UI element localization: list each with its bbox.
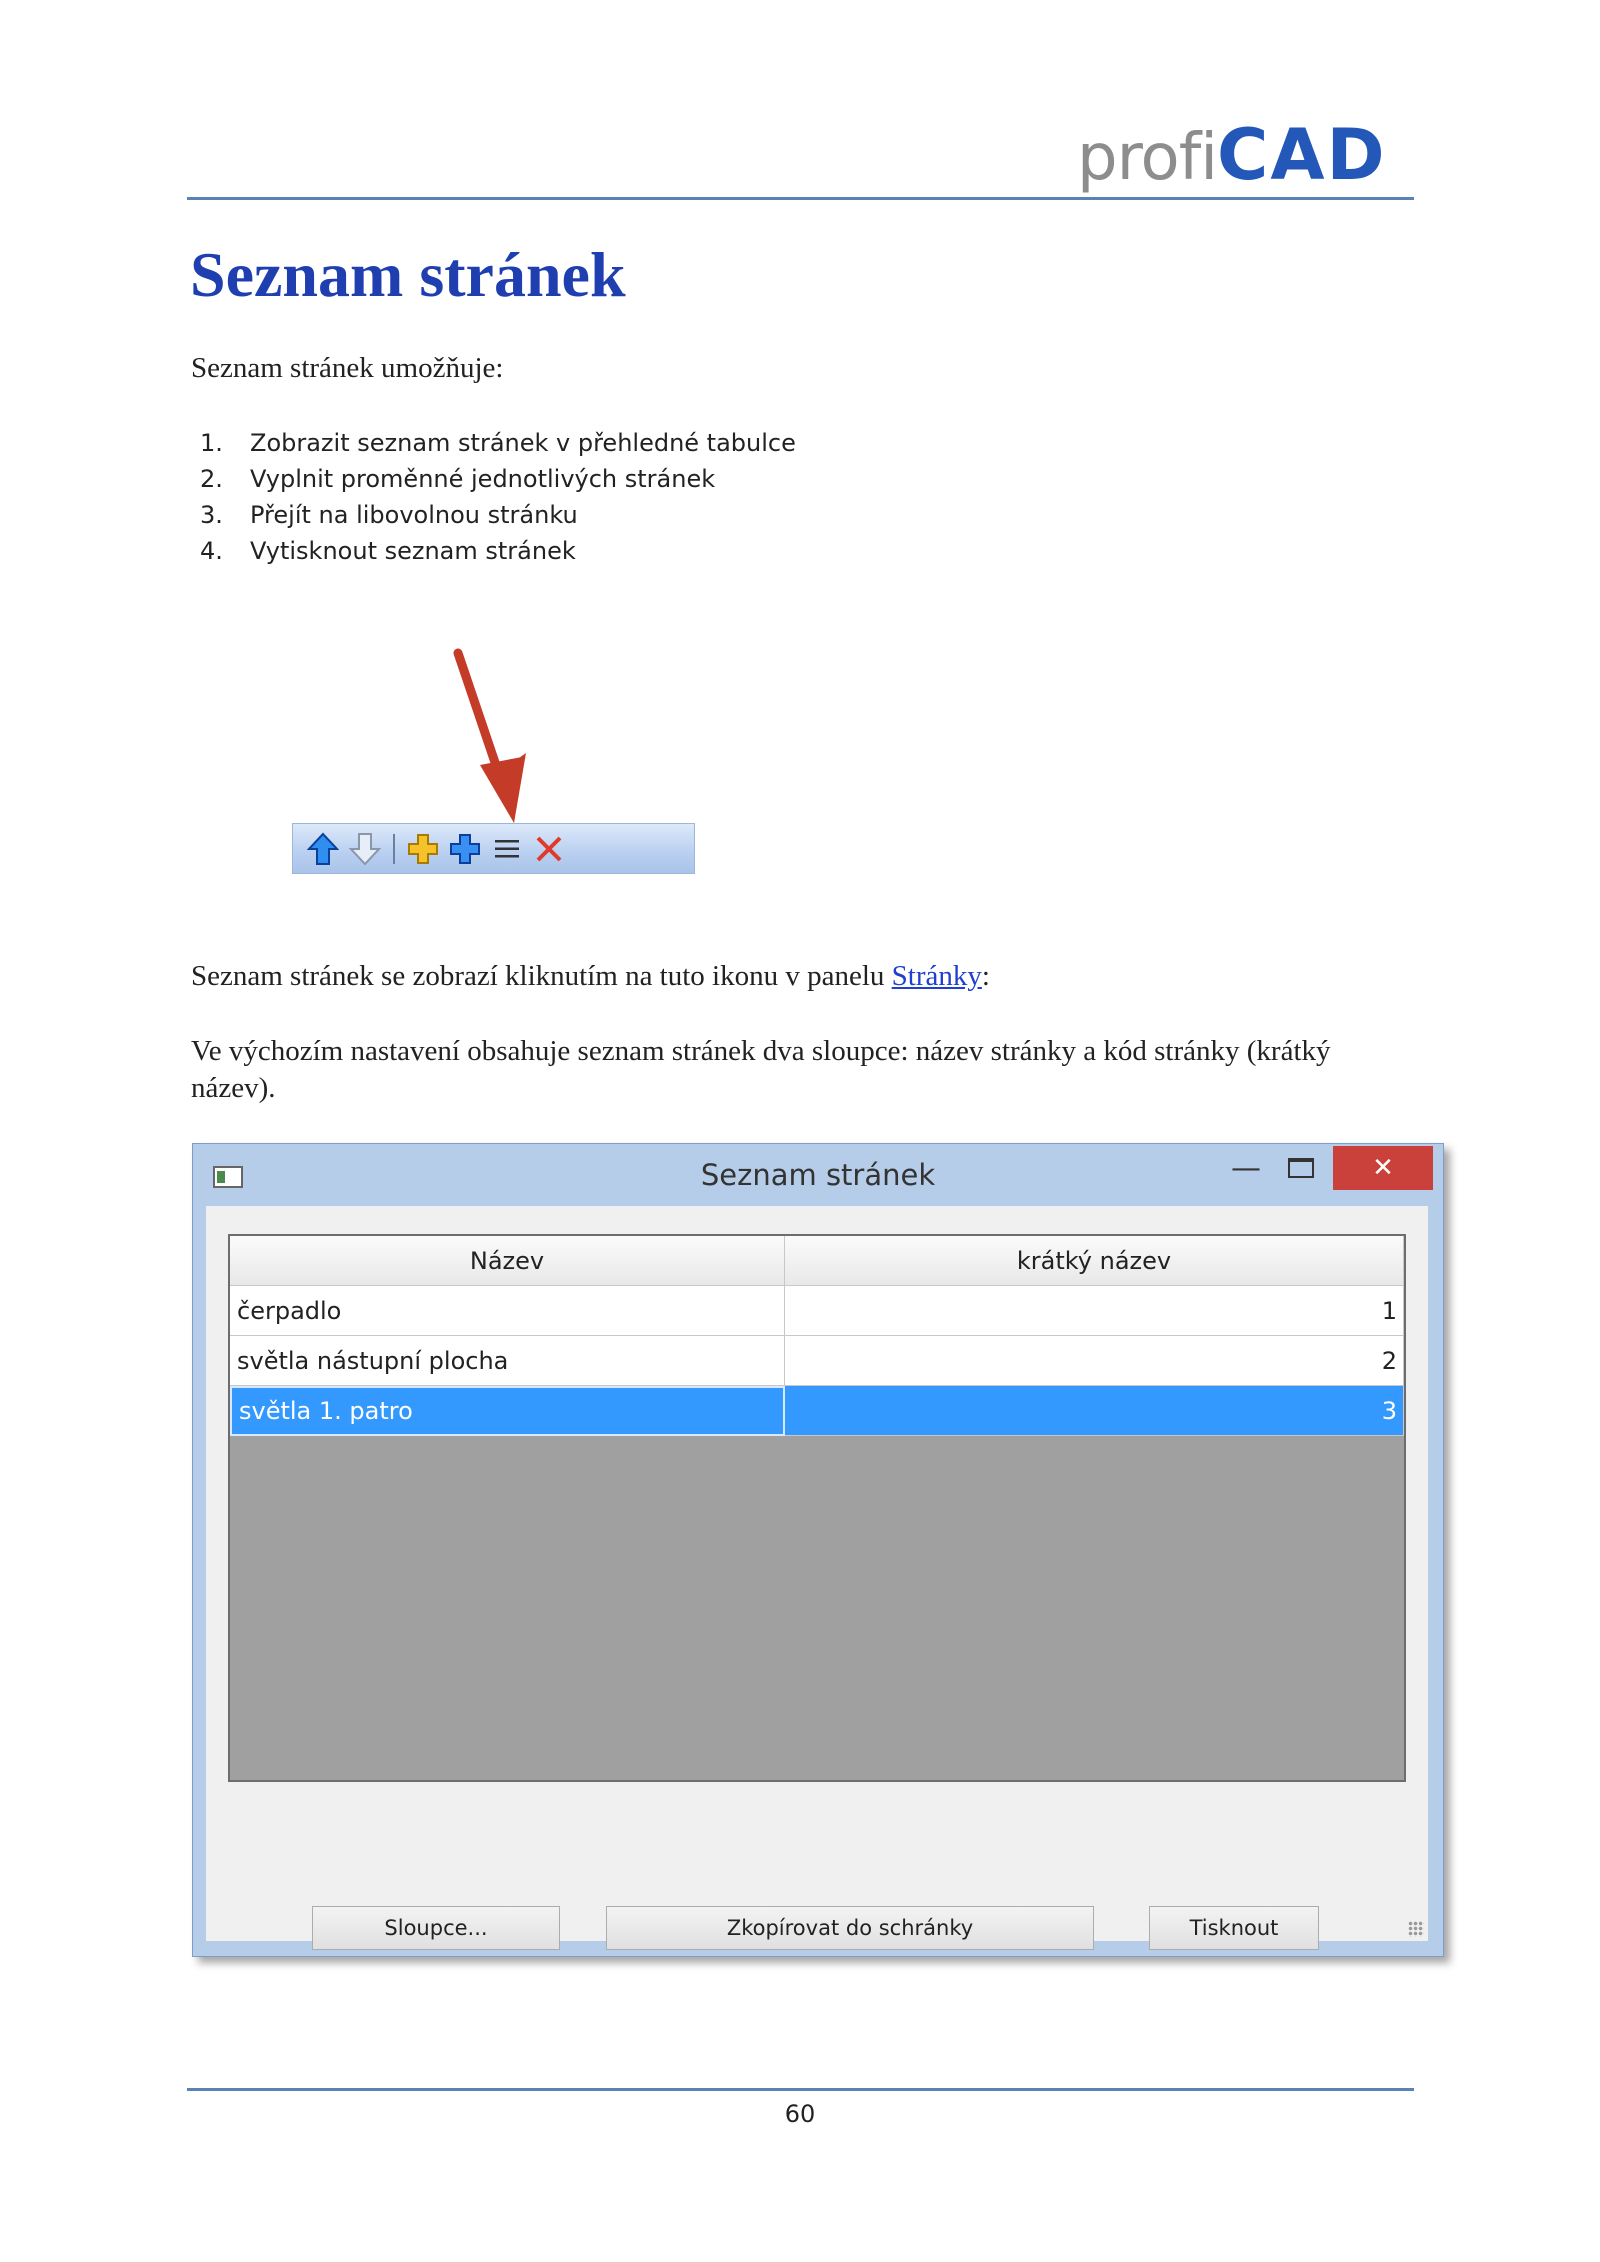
dialog-titlebar	[193, 1144, 1443, 1204]
pages-panel-link[interactable]: Stránky	[891, 960, 982, 992]
print-button[interactable]: Tisknout	[1149, 1906, 1319, 1950]
page-number: 60	[784, 2100, 816, 2128]
columns-button[interactable]: Sloupce...	[312, 1906, 560, 1950]
arrow-down-icon[interactable]	[347, 829, 383, 869]
list-text: Vyplnit proměnné jednotlivých stránek	[250, 465, 716, 493]
dialog-body	[206, 1206, 1428, 1941]
cell-short-name[interactable]: 2	[785, 1336, 1404, 1386]
proficad-logo	[1077, 110, 1387, 196]
logo-text-cad: CAD	[1217, 114, 1387, 196]
list-item	[200, 497, 796, 533]
minimize-button[interactable]: —	[1231, 1150, 1261, 1186]
list-number: 3.	[200, 501, 223, 529]
delete-icon[interactable]	[531, 829, 567, 869]
page-title: Seznam stránek	[190, 239, 626, 310]
header-rule	[187, 197, 1414, 200]
copy-to-clipboard-button[interactable]: Zkopírovat do schránky	[606, 1906, 1094, 1950]
column-header-name[interactable]: Název	[230, 1236, 785, 1286]
list-text: Přejít na libovolnou stránku	[250, 501, 578, 529]
pages-panel-toolbar	[292, 823, 695, 874]
list-item	[200, 533, 796, 569]
list-item	[200, 425, 796, 461]
cell-name[interactable]: světla nástupní plocha	[230, 1336, 785, 1386]
cell-short-name[interactable]: 3	[785, 1386, 1404, 1436]
resize-grip-icon[interactable]	[1408, 1921, 1424, 1937]
intro-text: Seznam stránek umožňuje:	[191, 352, 504, 384]
table-row[interactable]	[230, 1286, 1404, 1336]
table-header	[230, 1236, 1404, 1286]
paragraph-2: Ve výchozím nastavení obsahuje seznam stránek dva sloupce: název stránky a kód stránky (krátký název).	[191, 1035, 1331, 1104]
feature-list	[200, 425, 796, 569]
arrow-up-icon[interactable]	[305, 829, 341, 869]
logo-text-profi: profi	[1077, 121, 1217, 195]
list-text: Vytisknout seznam stránek	[250, 537, 576, 565]
paragraph-1	[191, 958, 1421, 995]
list-text: Zobrazit seznam stránek v přehledné tabulce	[250, 429, 796, 457]
list-number: 2.	[200, 465, 223, 493]
table-row-selected[interactable]	[230, 1386, 1404, 1436]
toolbar-separator	[393, 834, 395, 864]
red-arrow-icon	[440, 645, 540, 835]
list-number: 1.	[200, 429, 223, 457]
plus-blue-icon[interactable]	[447, 829, 483, 869]
cell-name[interactable]: čerpadlo	[230, 1286, 785, 1336]
paragraph-1-text: Seznam stránek se zobrazí kliknutím na tuto ikonu v panelu	[191, 960, 892, 992]
footer-rule	[187, 2088, 1414, 2091]
paragraph-1-colon: :	[981, 960, 990, 992]
plus-yellow-icon[interactable]	[405, 829, 441, 869]
pages-table	[228, 1234, 1406, 1782]
close-button[interactable]: ✕	[1333, 1146, 1433, 1190]
cell-short-name[interactable]: 1	[785, 1286, 1404, 1336]
table-row[interactable]	[230, 1336, 1404, 1386]
cell-name[interactable]: světla 1. patro	[230, 1386, 785, 1436]
maximize-button[interactable]	[1278, 1146, 1324, 1190]
maximize-icon	[1288, 1158, 1314, 1178]
dialog-title: Seznam stránek	[700, 1158, 936, 1192]
list-number: 4.	[200, 537, 223, 565]
page-list-dialog	[192, 1143, 1444, 1957]
column-header-short-name[interactable]: krátký název	[785, 1236, 1404, 1286]
list-icon[interactable]	[489, 829, 525, 869]
list-item	[200, 461, 796, 497]
